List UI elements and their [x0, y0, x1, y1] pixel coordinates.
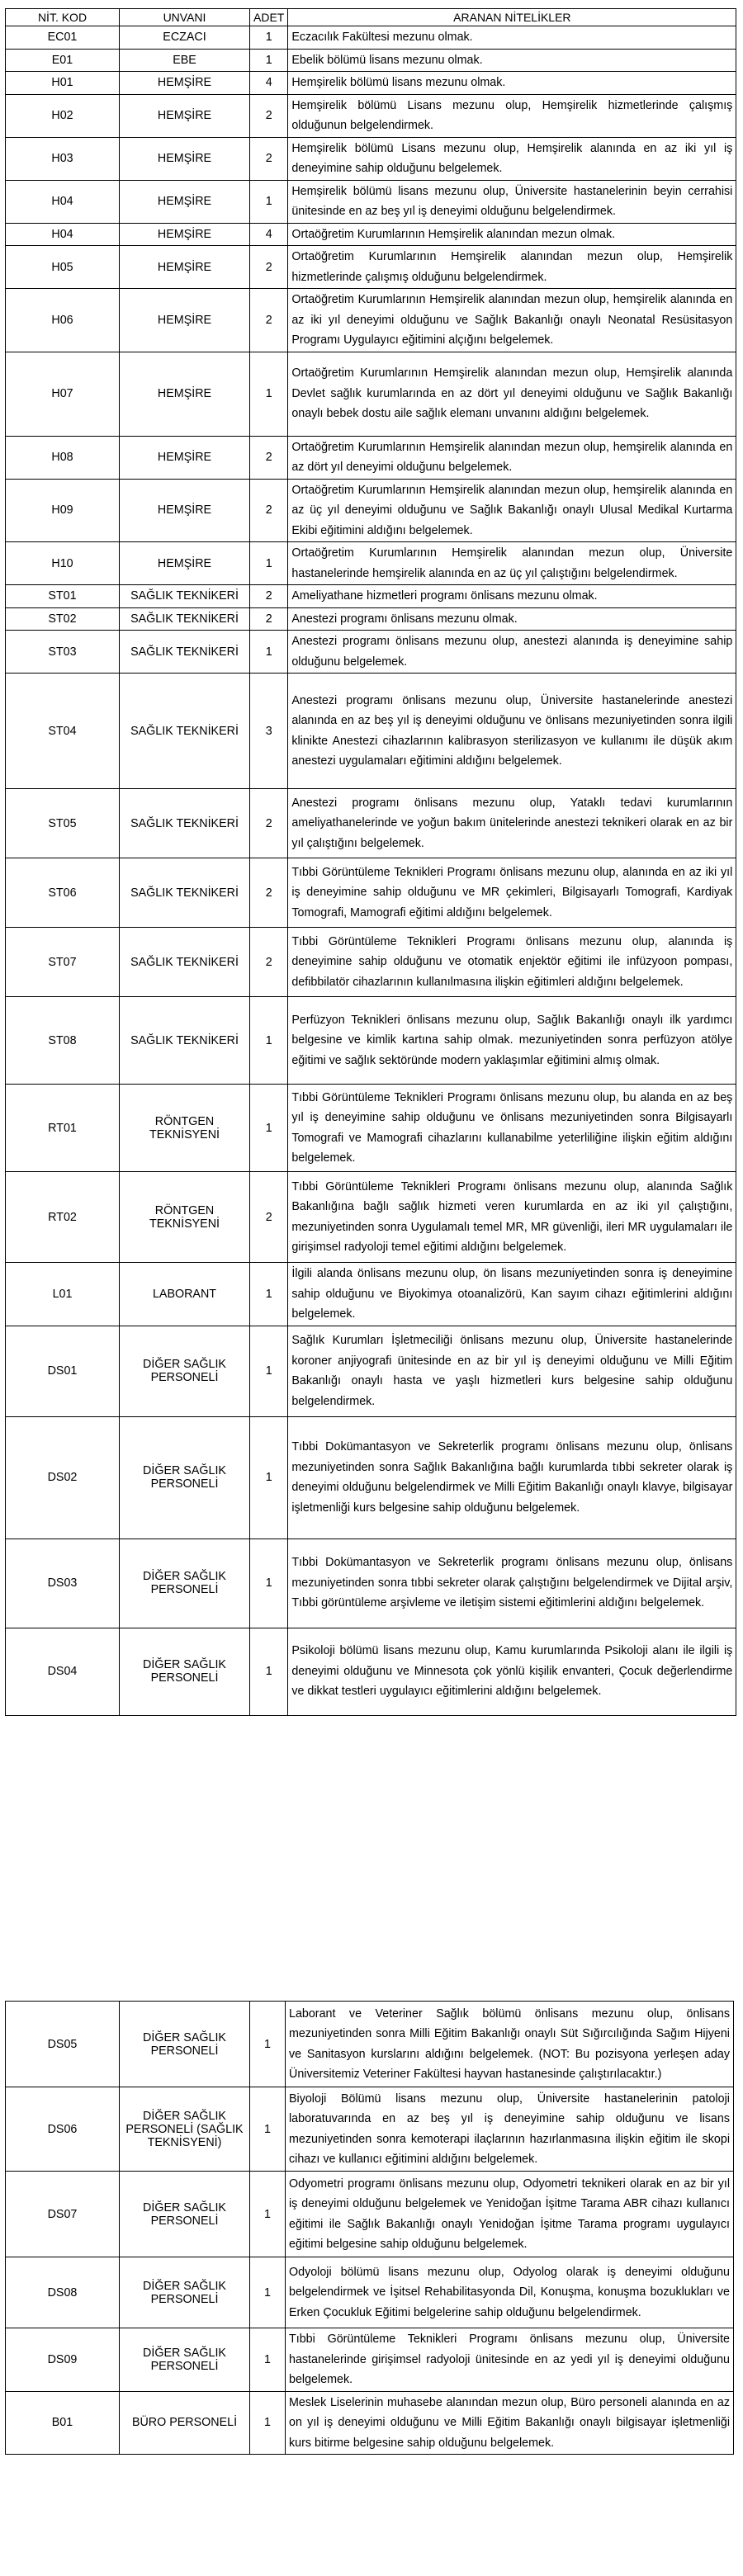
position-count: 2: [250, 607, 288, 631]
position-requirements: Hemşirelik bölümü Lisans mezunu olup, Hemşirelik alanında en az iki yıl iş deneyimine sahip olduğunu belgelemek.: [288, 137, 736, 180]
position-code: DS09: [6, 2328, 120, 2392]
table-row: [6, 49, 736, 72]
table-row: [6, 789, 736, 858]
position-requirements: Tıbbi Görüntüleme Teknikleri Programı önlisans mezunu olup, bu alanda en az beş yıl iş deneyimine sahip olduğunu ve önlisans mezuniyetinden sonra Bilgisayarlı Tomografi ve Mamografi cihazlarını kullanabilme yeterliliğine ilişkin eğitim aldığını belgelemek.: [288, 1085, 736, 1172]
position-code: ST08: [6, 997, 120, 1085]
position-requirements: Ortaöğretim Kurumlarının Hemşirelik alanından mezun olmak.: [288, 223, 736, 246]
position-count: 4: [250, 72, 288, 95]
position-code: H01: [6, 72, 120, 95]
position-title: ECZACI: [120, 26, 250, 50]
position-code: H08: [6, 436, 120, 479]
col-header-code: NİT. KOD: [6, 9, 120, 26]
table-row: [6, 2391, 734, 2455]
position-requirements: Tıbbi Görüntüleme Teknikleri Programı önlisans mezunu olup, alanında iş deneyimine sahip olduğunu ve otomatik enjektör eğitimi ile infüzyoon pompası, defibbilatör cihazlarının kullanılmasına ilişkin eğitimleri aldığını belgelemek.: [288, 928, 736, 997]
position-code: ST07: [6, 928, 120, 997]
table-row: [6, 2002, 734, 2087]
position-title: SAĞLIK TEKNİKERİ: [120, 789, 250, 858]
position-code: B01: [6, 2391, 120, 2455]
position-title: SAĞLIK TEKNİKERİ: [120, 997, 250, 1085]
position-count: 3: [250, 674, 288, 789]
position-count: 1: [250, 1326, 288, 1416]
table-row: [6, 542, 736, 585]
position-title: DİĞER SAĞLIK PERSONELİ: [120, 2172, 250, 2257]
position-count: 1: [250, 352, 288, 436]
position-code: DS04: [6, 1628, 120, 1715]
position-count: 1: [250, 180, 288, 223]
position-title: HEMŞİRE: [120, 436, 250, 479]
position-count: 1: [250, 49, 288, 72]
table-row: [6, 246, 736, 289]
position-count: 2: [250, 928, 288, 997]
position-count: 1: [250, 2002, 286, 2087]
table-row: [6, 1326, 736, 1416]
position-requirements: Tıbbi Görüntüleme Teknikleri Programı önlisans mezunu olup, alanında en az iki yıl iş deneyimine sahip olduğunu ve MR çekimleri, Bilgisayarlı Tomografi, Kardiyak Tomografi, Mamografi eğitimi aldığını belgelemek.: [288, 858, 736, 928]
position-count: 1: [250, 1416, 288, 1539]
position-count: 1: [250, 2172, 286, 2257]
position-title: DİĞER SAĞLIK PERSONELİ: [120, 1539, 250, 1628]
position-requirements: Anestezi programı önlisans mezunu olup, Yataklı tedavi kurumlarının ameliyathanelerinde ve yoğun bakım ünitelerinde anestezi teknikeri olarak en az bir yıl çalıştığını belgelemek.: [288, 789, 736, 858]
position-code: H04: [6, 223, 120, 246]
position-title: DİĞER SAĞLIK PERSONELİ: [120, 2002, 250, 2087]
position-requirements: Tıbbi Görüntüleme Teknikleri Programı önlisans mezunu olup, alanında Sağlık Bakanlığına bağlı sağlık hizmeti veren kurumlarda en az iki yıl çalıştığını, mezuniyetinden sonra Uygulamalı temel MR, MR güvenliği, ileri MR uygulamaları ile girişimsel radyoloji temel eğitimi aldığını belgelemek.: [288, 1172, 736, 1263]
position-count: 2: [250, 94, 288, 137]
position-code: RT01: [6, 1085, 120, 1172]
position-title: HEMŞİRE: [120, 289, 250, 352]
table-row: [6, 1263, 736, 1326]
position-title: RÖNTGEN TEKNİSYENİ: [120, 1085, 250, 1172]
position-requirements: Ortaöğretim Kurumlarının Hemşirelik alanından mezun olup, hemşirelik alanında en az iki yıl deneyimi olduğunu ve Sağlık Bakanlığı onaylı Neonatal Resüsitasyon Programı Uygulayıcı eğitimini alçığını belgelemek.: [288, 289, 736, 352]
position-code: DS07: [6, 2172, 120, 2257]
table-row: [6, 352, 736, 436]
position-code: DS08: [6, 2257, 120, 2328]
table-row: [6, 607, 736, 631]
table-row: [6, 26, 736, 50]
position-requirements: Ameliyathane hizmetleri programı önlisans mezunu olmak.: [288, 585, 736, 608]
position-requirements: Meslek Liselerinin muhasebe alanından mezun olup, Büro personeli alanında en az on yıl iş deneyimi olduğunu ve Milli Eğitim Bakanlığı onaylı bilgisayar işletmenliği kurs bitirme belgesine sahip olduğunu belgelemek.: [286, 2391, 734, 2455]
position-title: SAĞLIK TEKNİKERİ: [120, 858, 250, 928]
table-row: [6, 1085, 736, 1172]
table-row: [6, 436, 736, 479]
position-requirements: İlgili alanda önlisans mezunu olup, ön lisans mezuniyetinden sonra iş deneyimine sahip olduğunu ve Biyokimya otoanalizörü, Kan sayım cihazı eğitimlerini aldığını belgelemek.: [288, 1263, 736, 1326]
table-row: [6, 1539, 736, 1628]
table-row: [6, 1628, 736, 1715]
position-count: 1: [250, 26, 288, 50]
position-count: 1: [250, 631, 288, 674]
col-header-count: ADET: [250, 9, 288, 26]
col-header-title: UNVANI: [120, 9, 250, 26]
position-requirements: Laborant ve Veteriner Sağlık bölümü önlisans mezunu olup, önlisans mezuniyetinden sonra Milli Eğitim Bakanlığı onaylı Süt Sığırcılığında Sağım Hijyeni ve Sanitasyon kurslarını aldığını belgelemek. (NOT: Bu pozisyona yerleşen aday Üniversitemiz Veteriner Fakültesi hayvan hastanesinde çalıştırılacaktır.): [286, 2002, 734, 2087]
position-requirements: Odyoloji bölümü lisans mezunu olup, Odyolog olarak iş deneyimi olduğunu belgelendirmek ve İşitsel Rehabilitasyonda Dil, Konuşma, konuşma bozuklukları ve Erken Çocukluk Eğitimi belgelerine sahip olduğunu belgelendirmek.: [286, 2257, 734, 2328]
position-title: DİĞER SAĞLIK PERSONELİ: [120, 2257, 250, 2328]
position-title: RÖNTGEN TEKNİSYENİ: [120, 1172, 250, 1263]
position-requirements: Psikoloji bölümü lisans mezunu olup, Kamu kurumlarında Psikoloji alanı ile ilgili iş deneyimi olduğunu ve Minnesota çok yönlü kişilik envanteri, Çocuk değerlendirme ve dikkat testleri uygulayıcı eğitimlerini aldığını belgelemek.: [288, 1628, 736, 1715]
position-requirements: Anestezi programı önlisans mezunu olmak.: [288, 607, 736, 631]
position-title: SAĞLIK TEKNİKERİ: [120, 585, 250, 608]
position-count: 2: [250, 585, 288, 608]
table-row: [6, 858, 736, 928]
position-title: HEMŞİRE: [120, 137, 250, 180]
table-row: [6, 2328, 734, 2392]
position-requirements: Sağlık Kurumları İşletmeciliği önlisans mezunu olup, Üniversite hastanelerinde koroner anjiyografi ünitesinde en az bir yıl iş deneyimi olduğunu ve Milli Eğitim Bakanlığı onaylı hasta ve yaşlı hizmetleri kurs belgesine sahip olduğunu belgelendirmek.: [288, 1326, 736, 1416]
position-title: DİĞER SAĞLIK PERSONELİ: [120, 2328, 250, 2392]
position-code: H06: [6, 289, 120, 352]
position-requirements: Anestezi programı önlisans mezunu olup, Üniversite hastanelerinde anestezi alanında en az beş yıl iş deneyimi olduğunu ve önlisans mezuniyetinden sonra ilgili klinikte Anestezi cihazlarının kalibrasyon sterilizasyon ve kullanımı ile düşük akım anestezi uygulamaları eğitimini aldığını belgelemek.: [288, 674, 736, 789]
position-title: EBE: [120, 49, 250, 72]
position-code: H03: [6, 137, 120, 180]
position-title: SAĞLIK TEKNİKERİ: [120, 631, 250, 674]
position-title: SAĞLIK TEKNİKERİ: [120, 607, 250, 631]
position-title: BÜRO PERSONELİ: [120, 2391, 250, 2455]
position-code: H09: [6, 479, 120, 542]
position-code: H04: [6, 180, 120, 223]
position-count: 1: [250, 1539, 288, 1628]
position-count: 2: [250, 246, 288, 289]
table-row: [6, 2087, 734, 2172]
position-code: H07: [6, 352, 120, 436]
position-count: 1: [250, 2257, 286, 2328]
positions-table-continued: [5, 2001, 734, 2455]
position-code: E01: [6, 49, 120, 72]
position-title: SAĞLIK TEKNİKERİ: [120, 928, 250, 997]
position-title: HEMŞİRE: [120, 479, 250, 542]
table-row: [6, 1416, 736, 1539]
table-row: [6, 223, 736, 246]
position-title: HEMŞİRE: [120, 352, 250, 436]
position-requirements: Tıbbi Dokümantasyon ve Sekreterlik programı önlisans mezunu olup, önlisans mezuniyetinden sonra tıbbi sekreter olarak çalıştığını belgelendirmek ve Dijital arşiv, Tıbbi görüntüleme arşivleme ve iletişim sistemi eğitimlerini aldığını belgelemek.: [288, 1539, 736, 1628]
table-row: [6, 997, 736, 1085]
position-title: SAĞLIK TEKNİKERİ: [120, 674, 250, 789]
position-requirements: Ebelik bölümü lisans mezunu olmak.: [288, 49, 736, 72]
table-row: [6, 72, 736, 95]
position-count: 2: [250, 1172, 288, 1263]
position-code: RT02: [6, 1172, 120, 1263]
position-count: 4: [250, 223, 288, 246]
position-count: 1: [250, 2328, 286, 2392]
table-row: [6, 479, 736, 542]
table-row: [6, 631, 736, 674]
position-requirements: Perfüzyon Teknikleri önlisans mezunu olup, Sağlık Bakanlığı onaylı ilk yardımcı belgesine ve kimlik kartına sahip olmak. mezuniyetinden sonra perfüzyon atölye eğitimi ve sağlık sektöründe modern yaklaşımlar eğitimini almış olmak.: [288, 997, 736, 1085]
position-requirements: Ortaöğretim Kurumlarının Hemşirelik alanından mezun olup, Hemşirelik alanında Devlet sağlık kurumlarında en az dört yıl deneyimi olduğunu ve Sağlık Bakanlığı onaylı bebek dostu aile sağlık elemanı unvanını aldığını belgelemek.: [288, 352, 736, 436]
table-row: [6, 585, 736, 608]
position-code: DS06: [6, 2087, 120, 2172]
position-code: ST03: [6, 631, 120, 674]
col-header-requirements: ARANAN NİTELİKLER: [288, 9, 736, 26]
position-code: DS03: [6, 1539, 120, 1628]
table-row: [6, 289, 736, 352]
position-requirements: Odyometri programı önlisans mezunu olup, Odyometri teknikeri olarak en az bir yıl iş deneyimi olduğunu belgelemek ve Yenidoğan İşitme Tarama ABR cihazı kullanıcı eğitimi ile Sağlık Bakanlığı onaylı Yenidoğan İşitme Tarama programı uygulayıcı eğitimi belgesine sahip olduğunu belgelemek.: [286, 2172, 734, 2257]
position-requirements: Hemşirelik bölümü lisans mezunu olup, Üniversite hastanelerinin beyin cerrahisi ünitesinde en az beş yıl iş deneyimi olduğunu belgelendirmek.: [288, 180, 736, 223]
position-code: ST06: [6, 858, 120, 928]
position-count: 2: [250, 858, 288, 928]
table-row: [6, 2257, 734, 2328]
table-row: [6, 2172, 734, 2257]
table-row: [6, 180, 736, 223]
position-count: 1: [250, 2391, 286, 2455]
table-row: [6, 1172, 736, 1263]
position-title: HEMŞİRE: [120, 180, 250, 223]
position-count: 1: [250, 2087, 286, 2172]
position-count: 2: [250, 479, 288, 542]
position-count: 2: [250, 789, 288, 858]
position-code: EC01: [6, 26, 120, 50]
table-row: [6, 137, 736, 180]
position-code: ST04: [6, 674, 120, 789]
position-requirements: Hemşirelik bölümü Lisans mezunu olup, Hemşirelik hizmetlerinde çalışmış olduğunun belgelendirmek.: [288, 94, 736, 137]
position-code: DS02: [6, 1416, 120, 1539]
position-code: H05: [6, 246, 120, 289]
table-header-row: [6, 9, 736, 26]
position-count: 1: [250, 997, 288, 1085]
position-count: 2: [250, 289, 288, 352]
position-title: DİĞER SAĞLIK PERSONELİ (SAĞLIK TEKNİSYENİ): [120, 2087, 250, 2172]
position-code: L01: [6, 1263, 120, 1326]
position-requirements: Ortaöğretim Kurumlarının Hemşirelik alanından mezun olup, Üniversite hastanelerinde hemşirelik alanında en az üç yıl çalıştığını belgelendirmek.: [288, 542, 736, 585]
position-requirements: Ortaöğretim Kurumlarının Hemşirelik alanından mezun olup, hemşirelik alanında en az dört yıl deneyimi olduğunu belgelemek.: [288, 436, 736, 479]
position-count: 1: [250, 1085, 288, 1172]
position-requirements: Tıbbi Görüntüleme Teknikleri Programı önlisans mezunu olup, Üniversite hastanelerinde girişimsel radyoloji ünitesinde en az yedi yıl iş deneyimi olduğunu belgelemek.: [286, 2328, 734, 2392]
position-title: HEMŞİRE: [120, 94, 250, 137]
position-count: 1: [250, 1628, 288, 1715]
position-requirements: Tıbbi Dokümantasyon ve Sekreterlik programı önlisans mezunu olup, önlisans mezuniyetinden sonra Sağlık Bakanlığına bağlı kurumlarda tıbbi sekreter olarak iş deneyimi olduğunu belgelendirmek ve Milli Eğitim Bakanlığı onaylı klavye, bilgisayar işletmenliği kurs belgesine sahip olduğunu belgelemek.: [288, 1416, 736, 1539]
position-code: H02: [6, 94, 120, 137]
position-code: ST05: [6, 789, 120, 858]
position-title: HEMŞİRE: [120, 542, 250, 585]
position-requirements: Eczacılık Fakültesi mezunu olmak.: [288, 26, 736, 50]
position-title: HEMŞİRE: [120, 246, 250, 289]
position-requirements: Ortaöğretim Kurumlarının Hemşirelik alanından mezun olup, hemşirelik alanında en az üç yıl deneyimi olduğunu ve Sağlık Bakanlığı onaylı Ulusal Medikal Kurtarma Ekibi eğitimini aldığını belgelemek.: [288, 479, 736, 542]
position-code: DS05: [6, 2002, 120, 2087]
position-title: LABORANT: [120, 1263, 250, 1326]
position-count: 1: [250, 1263, 288, 1326]
position-requirements: Anestezi programı önlisans mezunu olup, anestezi alanında iş deneyimine sahip olduğunu belgelemek.: [288, 631, 736, 674]
table-row: [6, 94, 736, 137]
position-requirements: Biyoloji Bölümü lisans mezunu olup, Üniversite hastanelerinin patoloji laboratuvarında en az beş yıl iş deneyimine sahip olduğunu ve lisans mezuniyetinden sonra kemoterapi ilaçlarının hazırlanmasına ilişkin eğitim ile skopi cihazı ve kullanıcı eğitimini aldığını belgelemek.: [286, 2087, 734, 2172]
position-title: DİĞER SAĞLIK PERSONELİ: [120, 1416, 250, 1539]
position-title: DİĞER SAĞLIK PERSONELİ: [120, 1628, 250, 1715]
position-code: ST02: [6, 607, 120, 631]
position-code: ST01: [6, 585, 120, 608]
table-row: [6, 674, 736, 789]
position-code: DS01: [6, 1326, 120, 1416]
position-count: 1: [250, 542, 288, 585]
position-title: DİĞER SAĞLIK PERSONELİ: [120, 1326, 250, 1416]
position-requirements: Ortaöğretim Kurumlarının Hemşirelik alanından mezun olup, Hemşirelik hizmetlerinde çalışmış olduğunu belgelendirmek.: [288, 246, 736, 289]
position-code: H10: [6, 542, 120, 585]
position-title: HEMŞİRE: [120, 72, 250, 95]
table-row: [6, 928, 736, 997]
position-title: HEMŞİRE: [120, 223, 250, 246]
positions-table: [5, 8, 736, 1716]
position-count: 2: [250, 137, 288, 180]
position-requirements: Hemşirelik bölümü lisans mezunu olmak.: [288, 72, 736, 95]
position-count: 2: [250, 436, 288, 479]
